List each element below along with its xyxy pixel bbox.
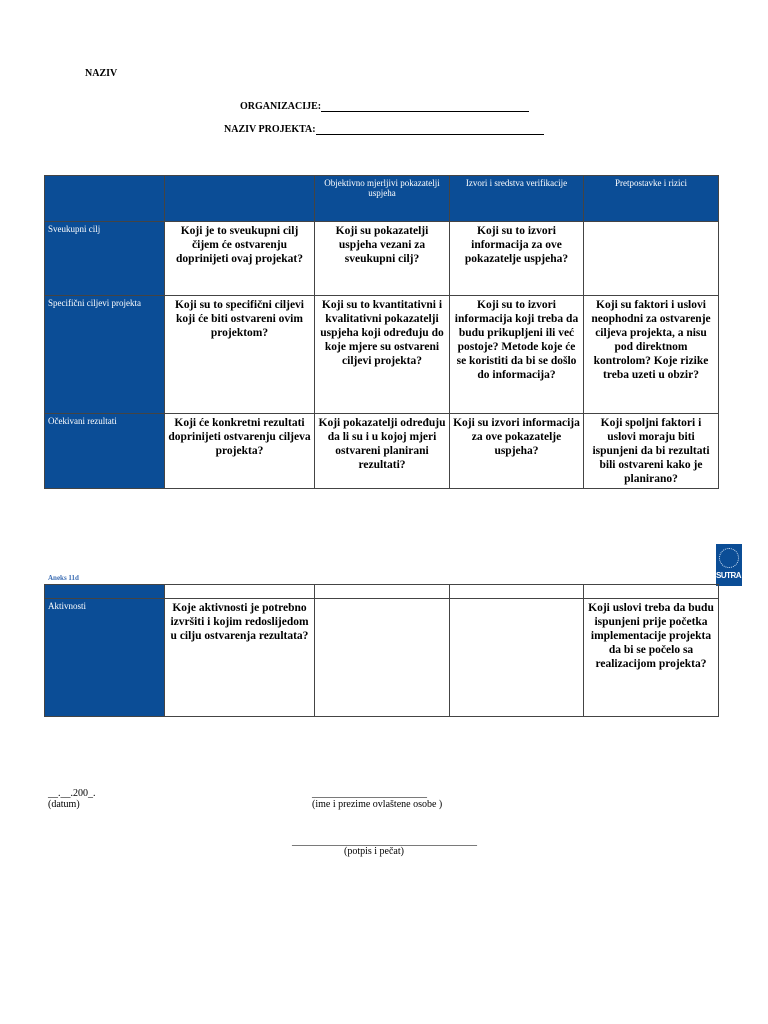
table-header-row <box>45 176 719 222</box>
header-cell <box>165 176 315 222</box>
table-row <box>45 585 719 599</box>
row-label-empty <box>45 585 165 599</box>
row-label: Aktivnosti <box>45 599 165 717</box>
table-row <box>45 296 719 414</box>
organizacije-line <box>240 101 529 112</box>
header-corner-cell <box>45 176 165 222</box>
table-cell: Koje aktivnosti je potrebno izvršiti i kojim redoslijedom u cilju ostvarenja rezultata? <box>165 599 315 717</box>
logo-text: SUTRA <box>716 571 742 580</box>
annex-label: Aneks 11d <box>48 574 79 582</box>
row-label: Sveukupni cilj <box>45 222 165 296</box>
signature-line: _____________________________________ <box>292 836 477 847</box>
table-cell <box>165 585 315 599</box>
header-cell: Pretpostavke i rizici <box>584 176 719 222</box>
sutra-logo <box>716 544 742 586</box>
table-cell <box>450 599 584 717</box>
date-value: __.__.200_. <box>48 788 96 799</box>
table-row <box>45 599 719 717</box>
table-cell: Koji su to specifični ciljevi koji će biti ostvareni ovim projektom? <box>165 296 315 414</box>
header-cell: Izvori i sredstva verifikacije <box>450 176 584 222</box>
table-cell: Koji uslovi treba da budu ispunjeni prije početka implementacije projekta da bi se počelo sa realizacijom projekta? <box>584 599 719 717</box>
table-cell: Koji su to izvori informacija koji treba da budu prikupljeni ili već postoje? Metode koje će se koristiti da bi se došlo do informacija? <box>450 296 584 414</box>
table-cell: Koji su to izvori informacija za ove pokazatelje uspjeha? <box>450 222 584 296</box>
naziv-projekta-line <box>224 124 544 135</box>
header-cell: Objektivno mjerljivi pokazatelji uspjeha <box>315 176 450 222</box>
row-label: Očekivani rezultati <box>45 414 165 489</box>
table-row <box>45 414 719 489</box>
naziv-projekta-blank <box>316 134 544 135</box>
date-label: (datum) <box>48 799 80 810</box>
table-cell: Koji spoljni faktori i uslovi moraju biti ispunjeni da bi rezultati bili ostvareni kako je planirano? <box>584 414 719 489</box>
activities-table <box>44 584 719 717</box>
naziv-label: NAZIV <box>85 68 118 79</box>
table-cell <box>315 585 450 599</box>
signature-label: (potpis i pečat) <box>344 846 404 857</box>
logframe-table <box>44 175 719 489</box>
table-cell: Koji su to kvantitativni i kvalitativni pokazatelji uspjeha koji određuju do koje mjere su ostvareni ciljevi projekta? <box>315 296 450 414</box>
table-cell <box>450 585 584 599</box>
row-label: Specifični ciljevi projekta <box>45 296 165 414</box>
stars-icon <box>719 548 739 568</box>
name-label: (ime i prezime ovlaštene osobe ) <box>312 799 443 810</box>
table-cell <box>315 599 450 717</box>
table-cell <box>584 222 719 296</box>
table-cell: Koji su pokazatelji uspjeha vezani za sveukupni cilj? <box>315 222 450 296</box>
name-line: _______________________ <box>312 788 427 799</box>
table-row <box>45 222 719 296</box>
organizacije-label: ORGANIZACIJE: <box>240 101 322 112</box>
organizacije-blank <box>321 111 529 112</box>
table-cell: Koji će konkretni rezultati doprinijeti ostvarenju ciljeva projekta? <box>165 414 315 489</box>
table-cell: Koji je to sveukupni cilj čijem će ostvarenju doprinijeti ovaj projekat? <box>165 222 315 296</box>
naziv-projekta-label: NAZIV PROJEKTA: <box>224 124 316 135</box>
table-cell: Koji su faktori i uslovi neophodni za ostvarenje ciljeva projekta, a nisu pod direktnom kontrolom? Koje rizike treba uzeti u obzir? <box>584 296 719 414</box>
table-cell: Koji su izvori informacija za ove pokazatelje uspjeha? <box>450 414 584 489</box>
table-cell <box>584 585 719 599</box>
table-cell: Koji pokazatelji određuju da li su i u kojoj mjeri ostvareni planirani rezultati? <box>315 414 450 489</box>
